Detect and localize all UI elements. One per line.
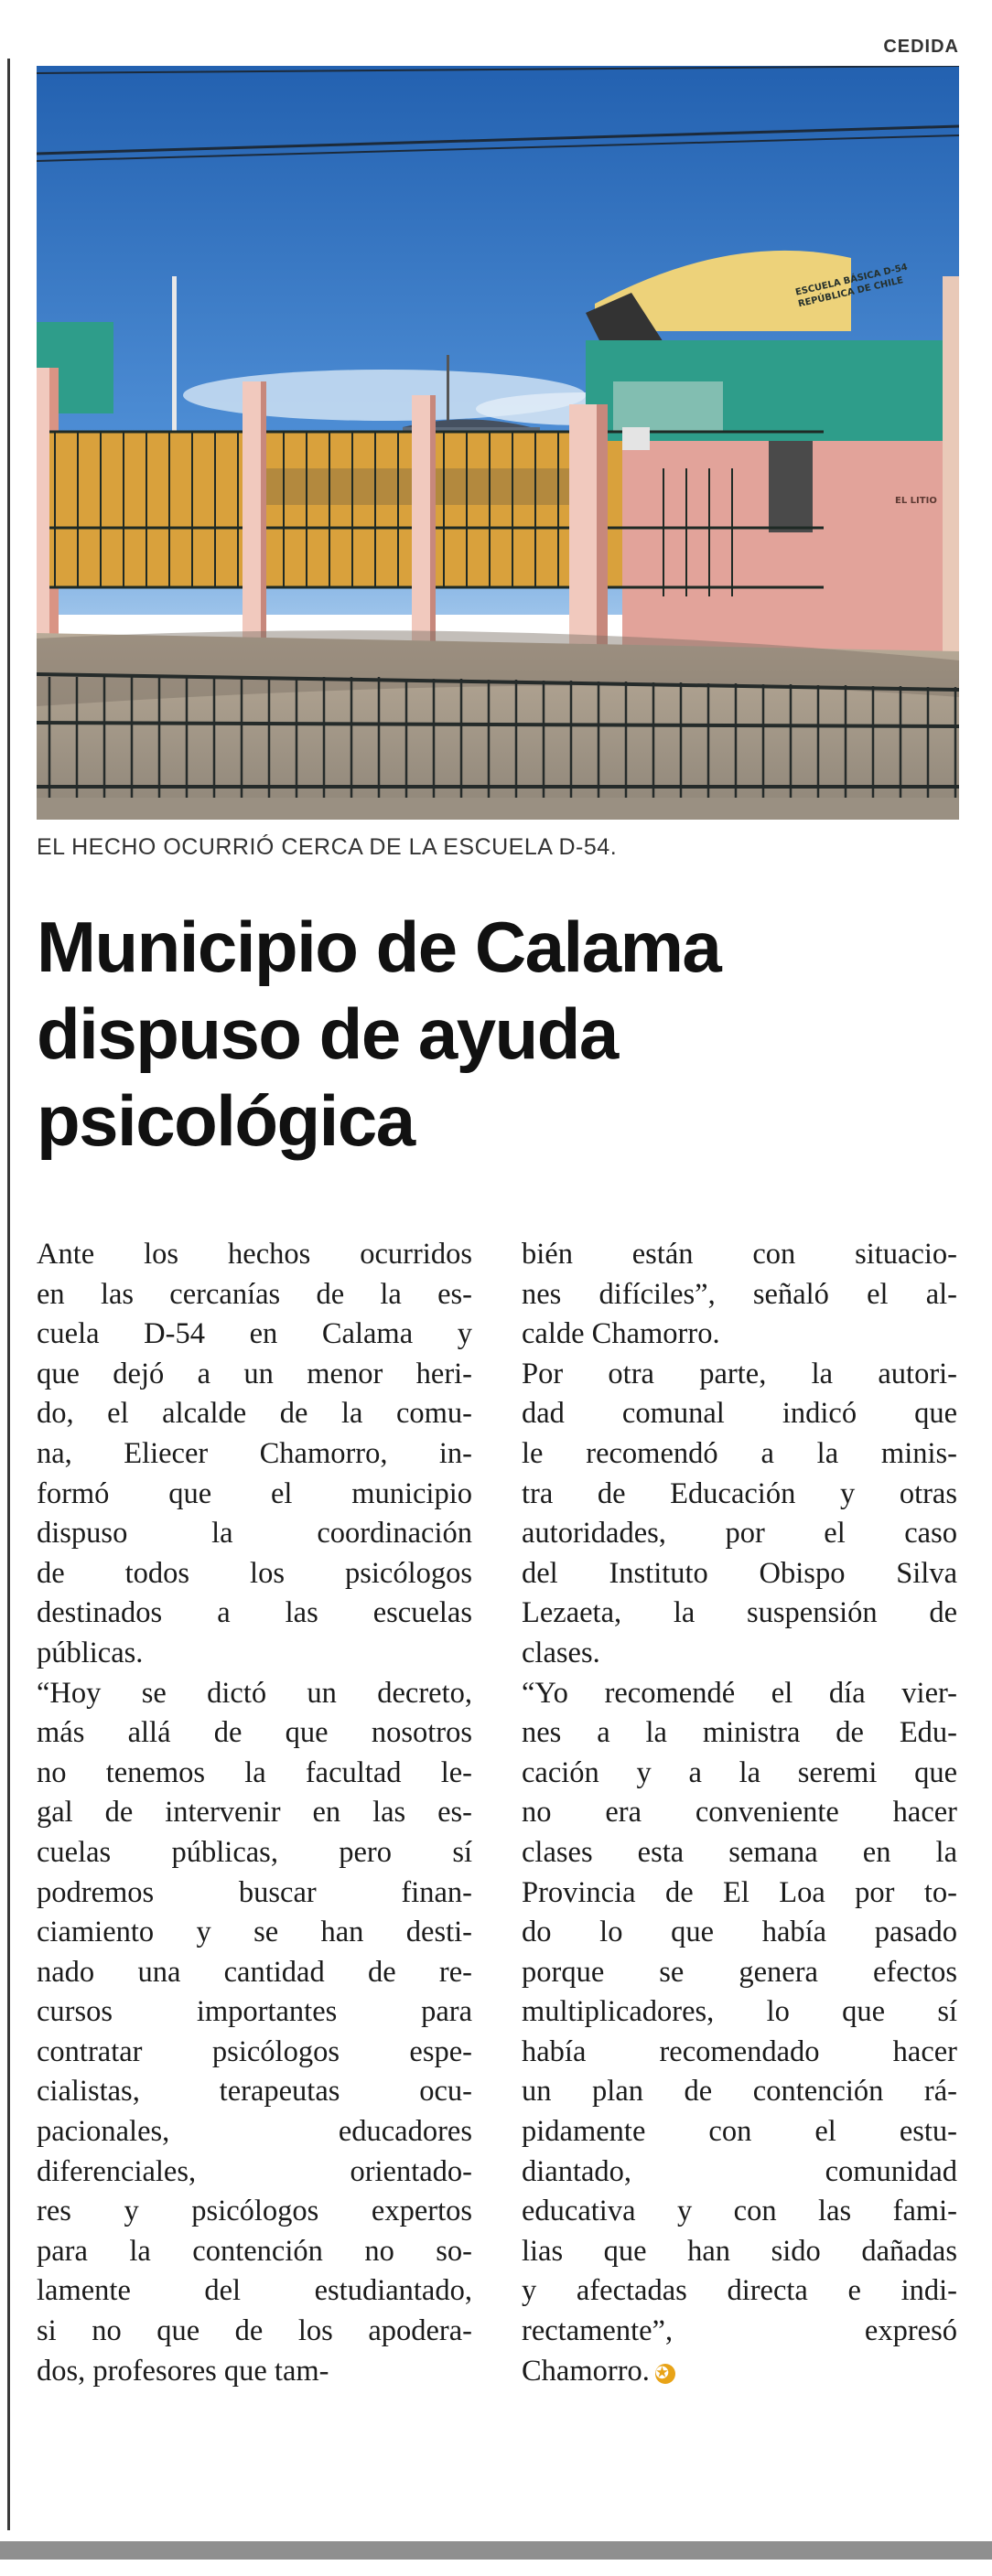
body-line: gal de intervenir en las es-	[37, 1796, 472, 1830]
body-line: pacionales, educadores	[37, 2115, 472, 2149]
body-line: tra de Educación y otras	[522, 1476, 957, 1510]
body-line: contratar psicólogos espe-	[37, 2034, 472, 2068]
body-line: podremos buscar finan-	[37, 1875, 472, 1909]
body-line: que dejó a un menor heri-	[37, 1357, 472, 1390]
body-line: en las cercanías de la es-	[37, 1277, 472, 1311]
body-line: le recomendó a la minis-	[522, 1436, 957, 1470]
body-line: diferenciales, orientado-	[37, 2154, 472, 2188]
column-rule	[7, 59, 10, 2530]
body-line: res y psicólogos expertos	[37, 2195, 472, 2228]
body-line: clases esta semana en la	[522, 1835, 957, 1869]
body-line: más allá de que nosotros	[37, 1716, 472, 1750]
body-line: y afectadas directa e indi-	[522, 2274, 957, 2308]
body-line: nado una cantidad de re-	[37, 1955, 472, 1989]
body-line: lias que han sido dañadas	[522, 2234, 957, 2268]
body-line: clases.	[522, 1636, 600, 1669]
body-line: cialistas, terapeutas ocu-	[37, 2075, 472, 2109]
body-line: do, el alcalde de la comu-	[37, 1397, 472, 1431]
body-line: había recomendado hacer	[522, 2034, 957, 2068]
body-line: pidamente con el estu-	[522, 2115, 957, 2149]
body-column-right	[522, 1235, 957, 2391]
body-line: porque se genera efectos	[522, 1955, 957, 1989]
photo-caption: EL HECHO OCURRIÓ CERCA DE LA ESCUELA D-54.	[37, 834, 618, 860]
body-line: educativa y con las fami-	[522, 2195, 957, 2228]
end-mark-icon: ✪	[655, 2364, 675, 2384]
body-line: del Instituto Obispo Silva	[522, 1556, 957, 1590]
body-line: diantado, comunidad	[522, 2154, 957, 2188]
body-line: cación y a la seremi que	[522, 1755, 957, 1789]
body-line: calde Chamorro.	[522, 1317, 720, 1351]
body-line: cuelas públicas, pero sí	[37, 1835, 472, 1869]
photo-wall-text: EL LITIO	[895, 496, 937, 506]
body-line: no tenemos la facultad le-	[37, 1755, 472, 1789]
body-line: bién están con situacio-	[522, 1238, 957, 1271]
page-footer-bar	[0, 2541, 992, 2560]
body-line: para la contención no so-	[37, 2234, 472, 2268]
photo-credit: CEDIDA	[883, 37, 959, 57]
body-line: formó que el municipio	[37, 1476, 472, 1510]
body-line: do lo que había pasado	[522, 1916, 957, 1949]
body-line: Lezaeta, la suspensión de	[522, 1596, 957, 1630]
headline-line: psicológica	[37, 1080, 415, 1161]
body-line: un plan de contención rá-	[522, 2075, 957, 2109]
body-line: rectamente”, expresó	[522, 2314, 957, 2348]
body-line: si no que de los apodera-	[37, 2314, 472, 2348]
headline	[37, 904, 961, 1165]
body-line: dos, profesores que tam-	[37, 2354, 329, 2388]
body-line: Ante los hechos ocurridos	[37, 1238, 472, 1271]
body-line: multiplicadores, lo que sí	[522, 1995, 957, 2029]
body-line: Chamorro. ✪	[522, 2352, 957, 2392]
body-line: nes a la ministra de Edu-	[522, 1716, 957, 1750]
body-line: destinados a las escuelas	[37, 1596, 472, 1630]
body-line: no era conveniente hacer	[522, 1796, 957, 1830]
body-line: “Yo recomendé el día vier-	[522, 1676, 957, 1710]
body-line: nes difíciles”, señaló el al-	[522, 1277, 957, 1311]
body-column-left	[37, 1235, 472, 2391]
body-line: públicas.	[37, 1636, 144, 1669]
body-line: ciamiento y se han desti-	[37, 1916, 472, 1949]
body-line: dispuso la coordinación	[37, 1517, 472, 1551]
body-line: autoridades, por el caso	[522, 1517, 957, 1551]
body-line: “Hoy se dictó un decreto,	[37, 1676, 472, 1710]
body-line: cursos importantes para	[37, 1995, 472, 2029]
headline-line: Municipio de Calama	[37, 907, 721, 987]
body-line: de todos los psicólogos	[37, 1556, 472, 1590]
headline-line: dispuso de ayuda	[37, 993, 618, 1074]
body-line: Provincia de El Loa por to-	[522, 1875, 957, 1909]
body-line: lamente del estudiantado,	[37, 2274, 472, 2308]
body-line: cuela D-54 en Calama y	[37, 1317, 472, 1351]
photo-sign-text: ESCUELA BÁSICA D-54 REPÚBLICA DE CHILE	[794, 262, 909, 310]
body-line: na, Eliecer Chamorro, in-	[37, 1436, 472, 1470]
article-photo	[37, 66, 959, 820]
body-line: dad comunal indicó que	[522, 1397, 957, 1431]
body-line: Por otra parte, la autori-	[522, 1357, 957, 1390]
